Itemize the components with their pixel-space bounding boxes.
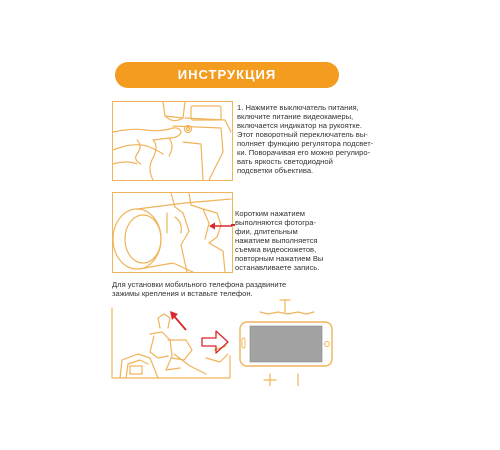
instruction-banner: [115, 62, 339, 88]
step2-text: [235, 209, 323, 272]
step1-line: вать яркость светодиодной: [237, 157, 333, 166]
step1-line: ки. Поворачивая его можно регулиро-: [237, 148, 371, 157]
step1-line: подсветки объектива.: [237, 166, 314, 175]
phone-mount-line: Для установки мобильного телефона раздвините: [112, 280, 287, 289]
phone-mount-line: зажимы крепления и вставьте телефон.: [112, 289, 253, 298]
step1-text: [237, 103, 373, 175]
step2-line: останавливаете запись.: [235, 263, 320, 272]
step2-line: выполняются фотогра-: [235, 218, 317, 227]
step1-line: Этот поворотный переключатель вы-: [237, 130, 368, 139]
step2-line: нажатием выполняется: [235, 236, 318, 245]
up-arrow-icon: [170, 311, 186, 330]
camera-trigger-drawing: [113, 193, 232, 272]
step1-illustration: [112, 101, 233, 181]
step1-line: включите питание видеокамеры,: [237, 112, 354, 121]
step2-line: повторным нажатием Вы: [235, 254, 324, 263]
step2-line: съемка видеосюжетов,: [235, 245, 317, 254]
banner-title: ИНСТРУКЦИЯ: [177, 67, 277, 82]
step1-line: полняет функцию регулятора подсвет-: [237, 139, 374, 148]
step2-illustration: [112, 192, 233, 273]
step2-line: Коротким нажатием: [235, 209, 306, 218]
step1-line: 1. Нажмите выключатель питания,: [237, 103, 359, 112]
phone-icon: [240, 322, 332, 366]
hand-power-button-drawing: [113, 102, 232, 180]
phone-mount-illustration: [110, 296, 370, 386]
step1-line: включается индикатор на рукоятке.: [237, 121, 362, 130]
step2-line: фии, длительным: [235, 227, 298, 236]
